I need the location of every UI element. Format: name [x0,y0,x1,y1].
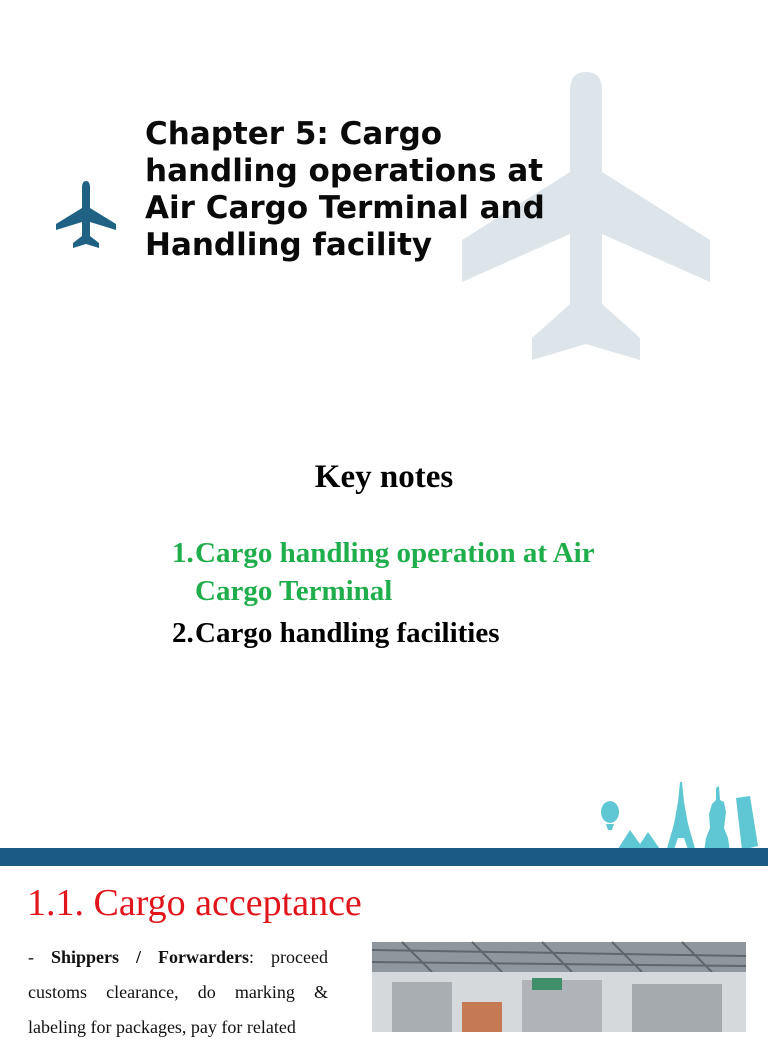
landmarks-skyline-icon [596,778,766,856]
section-heading: 1.1. Cargo acceptance [27,882,362,924]
slide-2 [0,866,768,1037]
warehouse-illustration [372,942,746,1032]
paragraph-text: : proceed customs clearance, do marking & labeling for packages, pay for related [28,947,329,1037]
cargo-terminal-photo [372,942,746,1032]
key-note-number: 1. [172,537,194,569]
slide-divider-band [0,848,768,866]
section-paragraph [28,940,328,1045]
key-note-text: Cargo handling facilities [195,617,500,649]
key-note-item [172,534,632,610]
chapter-title: Chapter 5: Cargo handling operations at Air Cargo Terminal and Handling facility [145,116,545,263]
key-notes-list [172,534,632,652]
key-note-text: Cargo handling operation at Air Cargo Terminal [195,537,595,607]
key-notes-heading: Key notes [314,459,454,495]
key-note-number: 2. [172,617,194,649]
paragraph-prefix: - [28,947,52,967]
airplane-icon [54,180,118,252]
paragraph-bold-term: Shippers / Forwarders [51,947,250,967]
key-note-item [172,614,632,652]
